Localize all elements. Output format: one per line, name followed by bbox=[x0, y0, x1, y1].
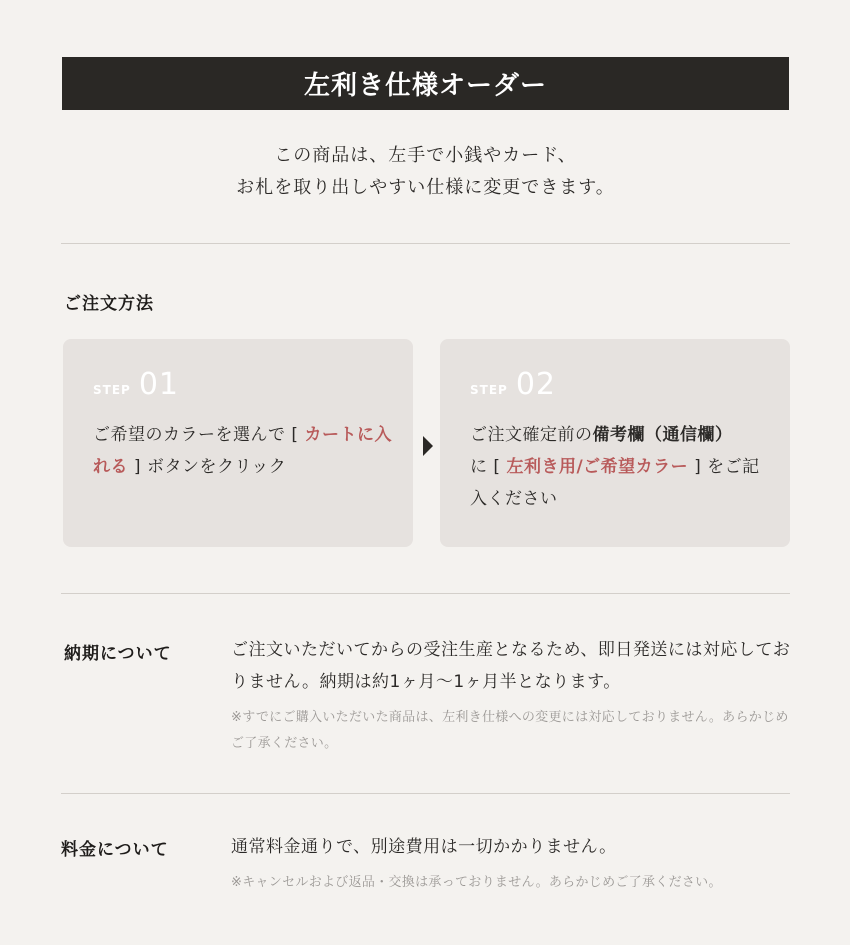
price-body: 通常料金通りで、別途費用は一切かかりません。 bbox=[231, 837, 617, 857]
delivery-body: ご注文いただいてからの受注生産となるため、即日発送には対応しておりません。納期は約1ヶ月〜1ヶ月半となります。 bbox=[231, 640, 791, 692]
divider bbox=[61, 593, 790, 594]
step-01-card bbox=[63, 339, 413, 547]
delivery-note: ※すでにご購入いただいた商品は、左利き仕様への変更には対応しておりません。あらかじめご了承ください。 bbox=[231, 710, 789, 751]
step-label: STEP bbox=[93, 383, 131, 397]
step-number: 02 bbox=[515, 367, 557, 402]
step-01-text-before: ご希望のカラーを選んで [ bbox=[93, 425, 305, 445]
divider bbox=[61, 793, 790, 794]
intro-text bbox=[62, 140, 789, 204]
step-02-card bbox=[440, 339, 790, 547]
step-02-text-mid: に [ bbox=[470, 457, 507, 477]
intro-line-2: お札を取り出しやすい仕様に変更できます。 bbox=[236, 177, 615, 198]
step-01-text-after: ] ボタンをクリック bbox=[128, 457, 287, 477]
page-banner bbox=[62, 57, 789, 110]
step-number: 01 bbox=[138, 367, 180, 402]
price-note: ※キャンセルおよび返品・交換は承っておりません。あらかじめご了承ください。 bbox=[231, 875, 722, 890]
step-02-text-before: ご注文確定前の bbox=[470, 425, 593, 445]
step-01-text bbox=[93, 419, 393, 483]
step-02-text-after: ] をご記入ください bbox=[470, 457, 760, 509]
step-02-highlight: 左利き用/ご希望カラー bbox=[506, 457, 689, 477]
divider bbox=[61, 243, 790, 244]
banner-title: 左利き仕様オーダー bbox=[303, 71, 547, 101]
price-label: 料金について bbox=[61, 840, 169, 860]
order-method-title: ご注文方法 bbox=[64, 294, 154, 314]
step-01-heading bbox=[93, 367, 179, 402]
intro-line-1: この商品は、左手で小銭やカード、 bbox=[274, 145, 577, 166]
step-02-heading bbox=[470, 367, 556, 402]
step-01-highlight: カートに入れる bbox=[93, 425, 392, 477]
step-02-text bbox=[470, 419, 770, 515]
step-label: STEP bbox=[470, 383, 508, 397]
arrow-right-icon bbox=[423, 436, 433, 456]
delivery-label: 納期について bbox=[64, 644, 172, 664]
step-02-bold: 備考欄（通信欄） bbox=[592, 425, 733, 445]
